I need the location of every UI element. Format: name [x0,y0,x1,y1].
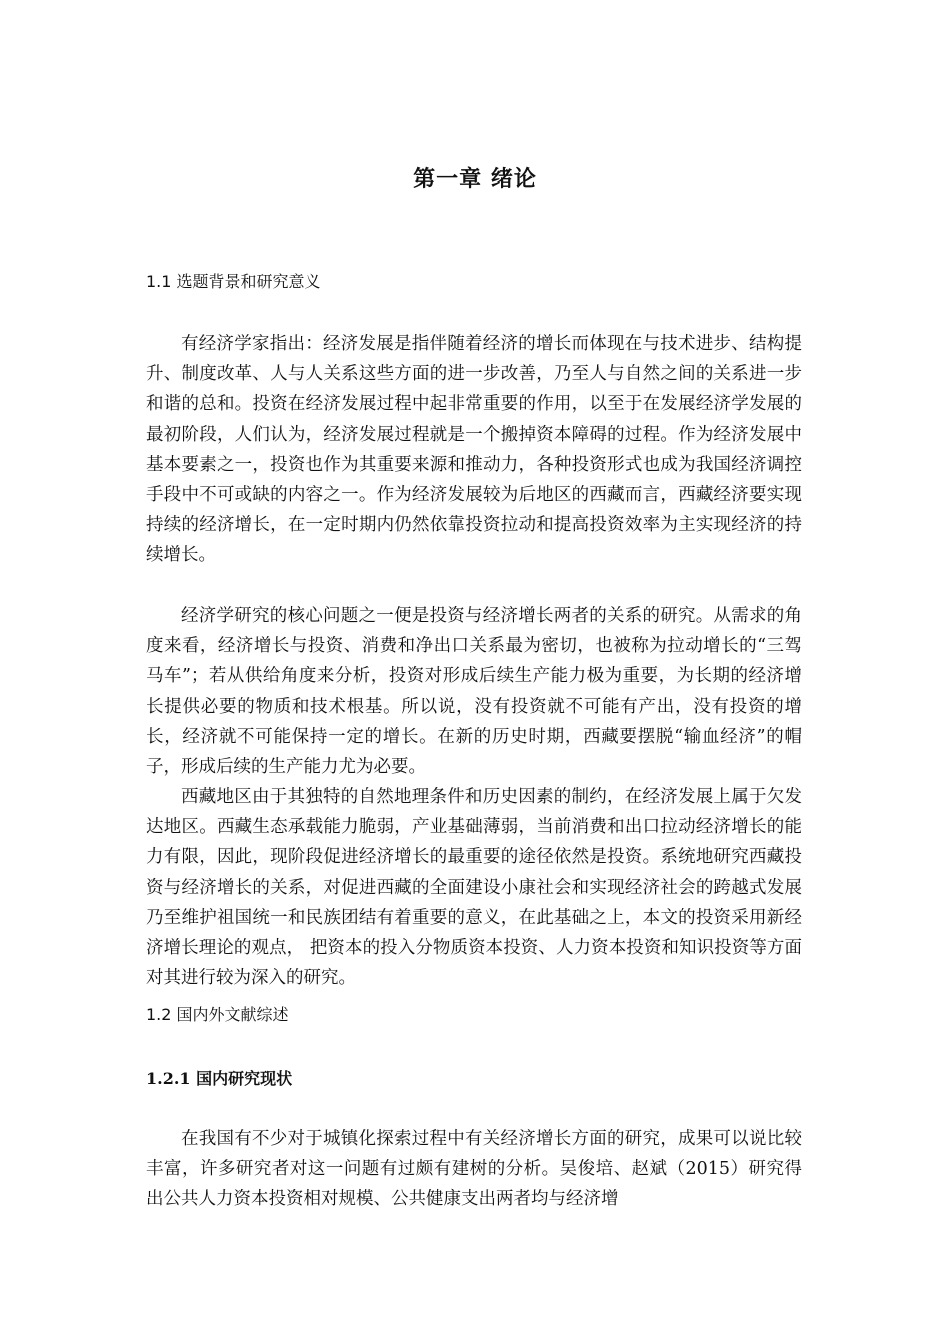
paragraph-1-1-a: 有经济学家指出：经济发展是指伴随着经济的增长而体现在与技术进步、结构提升、制度改革、人与人关系这些方面的进一步改善，乃至人与自然之间的关系进一步和谐的总和。投资在经济发展过程中起非常重要的作用，以至于在发展经济学发展的最初阶段，人们认为，经济发展过程就是一个搬掉资本障碍的过程。作为经济发展中基本要素之一，投资也作为其重要来源和推动力，各种投资形式也成为我国经济调控手段中不可或缺的内容之一。作为经济发展较为后地区的西藏而言，西藏经济要实现持续的经济增长，在一定时期内仍然依靠投资拉动和提高投资效率为主实现经济的持续增长。 [146,334,802,566]
paragraph-1-1-b: 经济学研究的核心问题之一便是投资与经济增长两者的关系的研究。从需求的角度来看，经济增长与投资、消费和净出口关系最为密切，也被称为拉动增长的“三驾马车”；若从供给角度来分析，投资对形成后续生产能力极为重要，为长期的经济增长提供必要的物质和技术根基。所以说，没有投资就不可能有产出，没有投资的增长，经济就不可能保持一定的增长。在新的历史时期，西藏要摆脱“输血经济”的帽子，形成后续的生产能力尤为必要。 [146,606,802,778]
paragraph-1-1-c: 西藏地区由于其独特的自然地理条件和历史因素的制约，在经济发展上属于欠发达地区。西藏生态承载能力脆弱，产业基础薄弱，当前消费和出口拉动经济增长的能力有限，因此，现阶段促进经济增长的最重要的途径依然是投资。系统地研究西藏投资与经济增长的关系，对促进西藏的全面建设小康社会和实现经济社会的跨越式发展乃至维护祖国统一和民族团结有着重要的意义，在此基础之上，本文的投资采用新经济增长理论的观点， 把资本的投入分物质资本投资、人力资本投资和知识投资等方面对其进行较为深入的研究。 [146,787,802,989]
paragraph-1-2-1-a: 在我国有不少对于城镇化探索过程中有关经济增长方面的研究，成果可以说比较丰富，许多研究者对这一问题有过颇有建树的分析。吴俊培、赵斌（2015）研究得出公共人力资本投资相对规模、公共健康支出两者均与经济增 [146,1129,802,1210]
subsection-heading-1-2-1: 1.2.1 国内研究现状 [146,1069,293,1088]
chapter-title: 第一章 绪论 [413,167,537,192]
section-heading-1-2: 1.2 国内外文献综述 [146,1005,289,1024]
section-heading-1-1: 1.1 选题背景和研究意义 [146,272,321,291]
